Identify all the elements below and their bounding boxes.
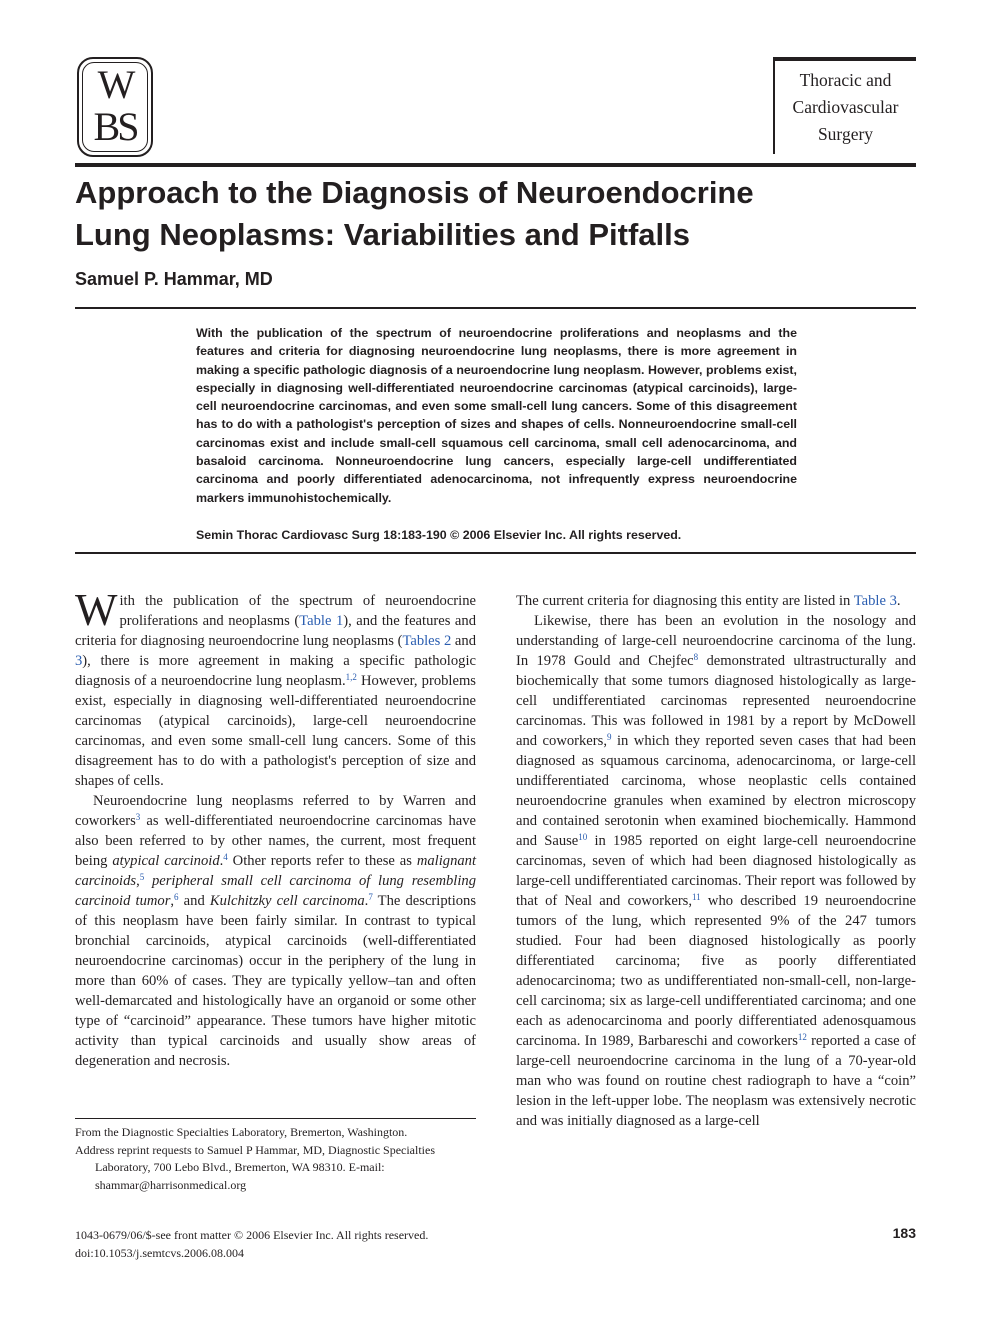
author-name: Samuel P. Hammar, MD: [75, 269, 273, 289]
right-column: [516, 591, 916, 1131]
citation: Semin Thorac Cardiovasc Surg 18:183-190 © 2006 Elsevier Inc. All rights reserved.: [196, 528, 682, 542]
text-run: as well-differentiated neuroendocrine carcinomas have also been referred to by other names, the current, most frequent being: [75, 813, 476, 869]
text-run: Neuroendocrine lung neoplasms referred to by Warren and coworkers: [75, 793, 476, 829]
page-number: 183: [892, 1225, 916, 1241]
table-3-link[interactable]: Table 3: [853, 593, 897, 609]
left-column: [75, 585, 477, 1071]
text-run: and: [451, 633, 477, 649]
footnote: [75, 1124, 476, 1194]
footnote-separator: [75, 1118, 476, 1119]
journal-name-box: [773, 57, 916, 154]
text-run: .: [364, 893, 369, 909]
italic-term: malignant carcinoids: [75, 853, 477, 889]
italic-term: atypical carcinoid: [112, 853, 220, 869]
reference-12-link[interactable]: 12: [797, 1032, 807, 1042]
right-paragraph-2: [516, 611, 916, 1131]
reference-8-link[interactable]: 8: [693, 652, 699, 662]
table-3-link[interactable]: 3: [75, 653, 83, 669]
text-run: Likewise, there has been an evolution in the nosology and understanding of large-cell neuroendocrine carcinoma of the lung. In 1978 Gould and Chejfec: [516, 613, 916, 669]
tables-2-link[interactable]: Tables 2: [402, 633, 452, 649]
article-title: [75, 172, 916, 256]
doi-line: doi:10.1053/j.semtcvs.2006.08.004: [75, 1245, 244, 1260]
text-run: ), there is more agreement in making a specific pathologic diagnosis of a neuroendocrine lung neoplasm.: [75, 653, 476, 689]
reference-4-link[interactable]: 4: [223, 852, 228, 862]
header-rule: [75, 163, 916, 167]
text-run: The descriptions of this neoplasm have been fairly similar. In contrast to typical bronchial carcinoids, atypical carcinoids (well-differentiated neuroendocrine carcinomas) occur in the periphery of the lung in more than 60% of cases. They are typically yellow–tan and often well-demarcated and histologically have an organoid or some other type of “carcinoid” appearance. These tumors have higher mitotic activity than typical carcinoids and usually show areas of degeneration and necrosis.: [75, 893, 477, 1069]
affiliation: From the Diagnostic Specialties Laboratory, Bremerton, Washington.: [75, 1125, 408, 1139]
text-run: Other reports refer to these as: [227, 853, 417, 869]
text-run: who described 19 neuroendocrine tumors of the lung, which represented 9% of the 247 tumors studied. Four had been diagnosed histologically as poorly differentiated carcinoma; five as poorly differentiated adenocarcinoma; two as undifferentiated non-small-cell, non-large-cell carcinoma; six as large-cell undifferentiated carcinoma; and one each as adenocarcinoma and poorly differentiated adenosquamous carcinoma. In 1989, Barbareschi and coworkers: [516, 893, 917, 1049]
text-run: in 1985 reported on eight large-cell neuroendocrine carcinomas, seven of which had been diagnosed histologically as large-cell undifferentiated carcinomas. Their report was followed by that of Neal and coworkers,: [516, 833, 916, 909]
abstract-top-rule: [75, 307, 916, 309]
text-run: reported a case of large-cell neuroendocrine carcinoma in the lung of a 70-year-old man who was found on routine chest radiograph to have a “coin” lesion in the left-upper lobe. The neoplasm was extensively necrotic and was initially diagnosed as a large-cell: [516, 1033, 916, 1129]
italic-term: Kulchitzky cell carcinoma: [209, 893, 365, 909]
reference-10-link[interactable]: 10: [578, 832, 588, 842]
text-run: ith the publication of the spectrum of neuroendocrine proliferations and neoplasms (: [119, 593, 476, 629]
reference-11-link[interactable]: 11: [692, 892, 701, 902]
logo-letters-bottom: BS: [93, 104, 137, 149]
reference-9-link[interactable]: 9: [606, 732, 612, 742]
title-line1: Approach to the Diagnosis of Neuroendocrine: [75, 175, 754, 210]
text-run: However, problems exist, especially in diagnosing well-differentiated neuroendocrine carcinomas (atypical carcinoids), large-cell neuroendocrine carcinomas, and even some small-cell lung cancers. Some of this disagreement has to do with a pathologist's perception of size and shapes of cells.: [75, 673, 476, 789]
text-run: The current criteria for diagnosing this entity are listed in: [516, 593, 854, 609]
logo-letters-top: W: [97, 62, 133, 107]
journal-name-line1: Thoracic and: [799, 70, 892, 90]
title-line2: Lung Neoplasms: Variabilities and Pitfalls: [75, 217, 690, 252]
reference-3-link[interactable]: 3: [135, 812, 141, 822]
reference-5-link[interactable]: 5: [139, 872, 145, 882]
reference-6-link[interactable]: 6: [174, 892, 179, 902]
reprint-address: Address reprint requests to Samuel P Hammar, MD, Diagnostic Specialties Laboratory, 700 Lebo Blvd., Bremerton, WA 98310. E-mail: shammar@harrisonmedical.org: [75, 1142, 436, 1192]
reference-1-2-link[interactable]: 1,2: [345, 672, 357, 682]
drop-cap: W: [75, 585, 118, 635]
journal-name-line2: Cardiovascular: [792, 97, 899, 117]
journal-name-line3: Surgery: [817, 124, 874, 144]
text-run: demonstrated ultrastructurally and biochemically that some tumors diagnosed histologically as large-cell undifferentiated carcinomas represented neuroendocrine carcinomas. This was followed in 1981 by a report by McDowell and coworkers,: [516, 653, 917, 749]
table-1-link[interactable]: Table 1: [299, 613, 344, 629]
text-run: ), and the features and criteria for diagnosing neuroendocrine lung neoplasms (: [75, 613, 476, 649]
abstract-bottom-rule: [75, 552, 916, 554]
text-run: and: [178, 893, 210, 909]
abstract-text: With the publication of the spectrum of neuroendocrine proliferations and neoplasms and the features and criteria for diagnosing neuroendocrine lung neoplasms, there is more agreement in making a specific pathologic diagnosis of a neuroendocrine lung neoplasm. However, problems exist, especially in diagnosing well-differentiated neuroendocrine carcinomas (atypical carcinoids), large-cell neuroendocrine carcinomas, and even some small-cell lung cancers. Some of this disagreement has to do with a pathologist's perception of sizes and shapes of cells. Nonneuroendocrine small-cell carcinomas exist and include small-cell squamous cell carcinoma, small cell adenocarcinoma, and basaloid carcinoma. Nonneuroendocrine lung cancers, especially large-cell undifferentiated carcinoma and poorly differentiated adenocarcinoma, not infrequently express neuroendocrine markers immunohistochemically.: [196, 326, 797, 505]
left-paragraph-1: [75, 585, 477, 791]
abstract: [196, 324, 797, 507]
text-run: .: [896, 593, 901, 609]
copyright-line: 1043-0679/06/$-see front matter © 2006 Elsevier Inc. All rights reserved.: [75, 1228, 429, 1242]
text-run: [144, 873, 152, 889]
italic-term: peripheral small cell carcinoma of lung resembling carcinoid tumor: [75, 873, 476, 909]
copyright-block: [75, 1227, 428, 1262]
text-run: in which they reported seven cases that had been diagnosed as squamous carcinoma, adenocarcinoma, or large-cell undifferentiated carcinoma, whose neoplastic cells contained neuroendocrine granules when examined by electron microscopy and contained serotonin when examined biochemically. Hammond and Sause: [516, 733, 917, 849]
text-run: .: [219, 853, 224, 869]
left-paragraph-2: Neuroendocrine lung neoplasms referred to by Warren and coworkers$^3$ as well-differentiated neuroendocrine carcinomas have also been referred to by other names, the current, most frequent being atypical carcinoid.$^4$ Other reports refer to these as malignant carcinoids,$^5$ peripheral small cell carcinoma of lung resembling carcinoid tumor,$^6$ and Kulchitzky cell carcinoma.$^7$ The descriptions of this neoplasm have been fairly similar. In contrast to typical bronchial carcinoids, atypical carcinoids (well-differentiated neuroendocrine carcinomas) occur in the periphery of the lung in more than 60% of cases. They are typically yellow–tan and often well-demarcated and histologically have an organoid or some other type of “carcinoid” appearance. These tumors have higher mitotic activity than typical carcinoids and usually show areas of degeneration and necrosis.: [75, 793, 477, 1069]
right-paragraph-1: [516, 591, 916, 611]
journal-logo: [77, 57, 153, 157]
reference-7-link[interactable]: 7: [368, 892, 373, 902]
